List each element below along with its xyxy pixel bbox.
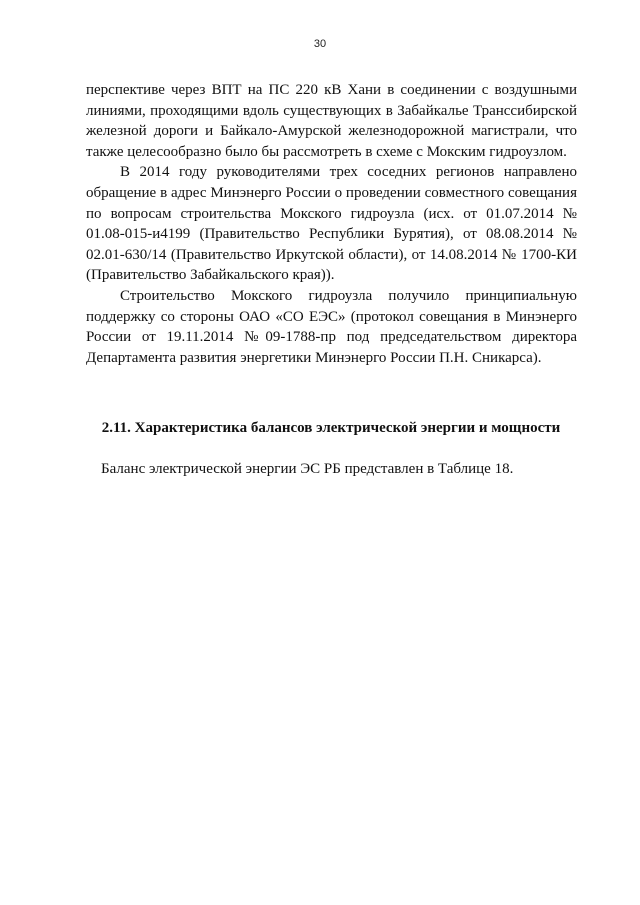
section-intro-text: Баланс электрической энергии ЭС РБ представлен в Таблице 18. — [101, 461, 514, 477]
section-heading — [0, 420, 640, 437]
section-heading-text: 2.11. Характеристика балансов электрической энергии и мощности — [101, 420, 561, 436]
paragraph-construction-support: Строительство Мокского гидроузла получило принципиальную поддержку со стороны ОАО «СО ЕЭС» (протокол совещания в Минэнерго России от 19.11.2014 №09-1788-пр под председательством директора Департамента развития энергетики Минэнерго России П.Н. Сникарса). — [86, 287, 577, 366]
page-number: 30 — [313, 38, 327, 50]
paragraph-regions-appeal: В 2014 году руководителями трех соседних регионов направлено обращение в адрес Минэнерго России о проведении совместного совещания по вопросам строительства Мокского гидроузла (исх. от 01.07.2014 № 01.08-015-и4199 (Правительство Республики Бурятия), от 08.08.2014 № 02.01-630/14 (Правительство Иркутской области), от 14.08.2014 № 1700-КИ (Правительство Забайкальского края)). — [86, 164, 577, 284]
paragraph-continuation: перспективе через ВПТ на ПС 220 кВ Хани в соединении с воздушными линиями, проходящими вдоль существующих в Забайкалье Транссибирской железной дороги и Байкало-Амурской железнодорожной магистрали, что также целесообразно было бы рассмотреть в схеме с Мокским гидроузлом. — [86, 82, 577, 160]
body-text — [86, 80, 577, 368]
